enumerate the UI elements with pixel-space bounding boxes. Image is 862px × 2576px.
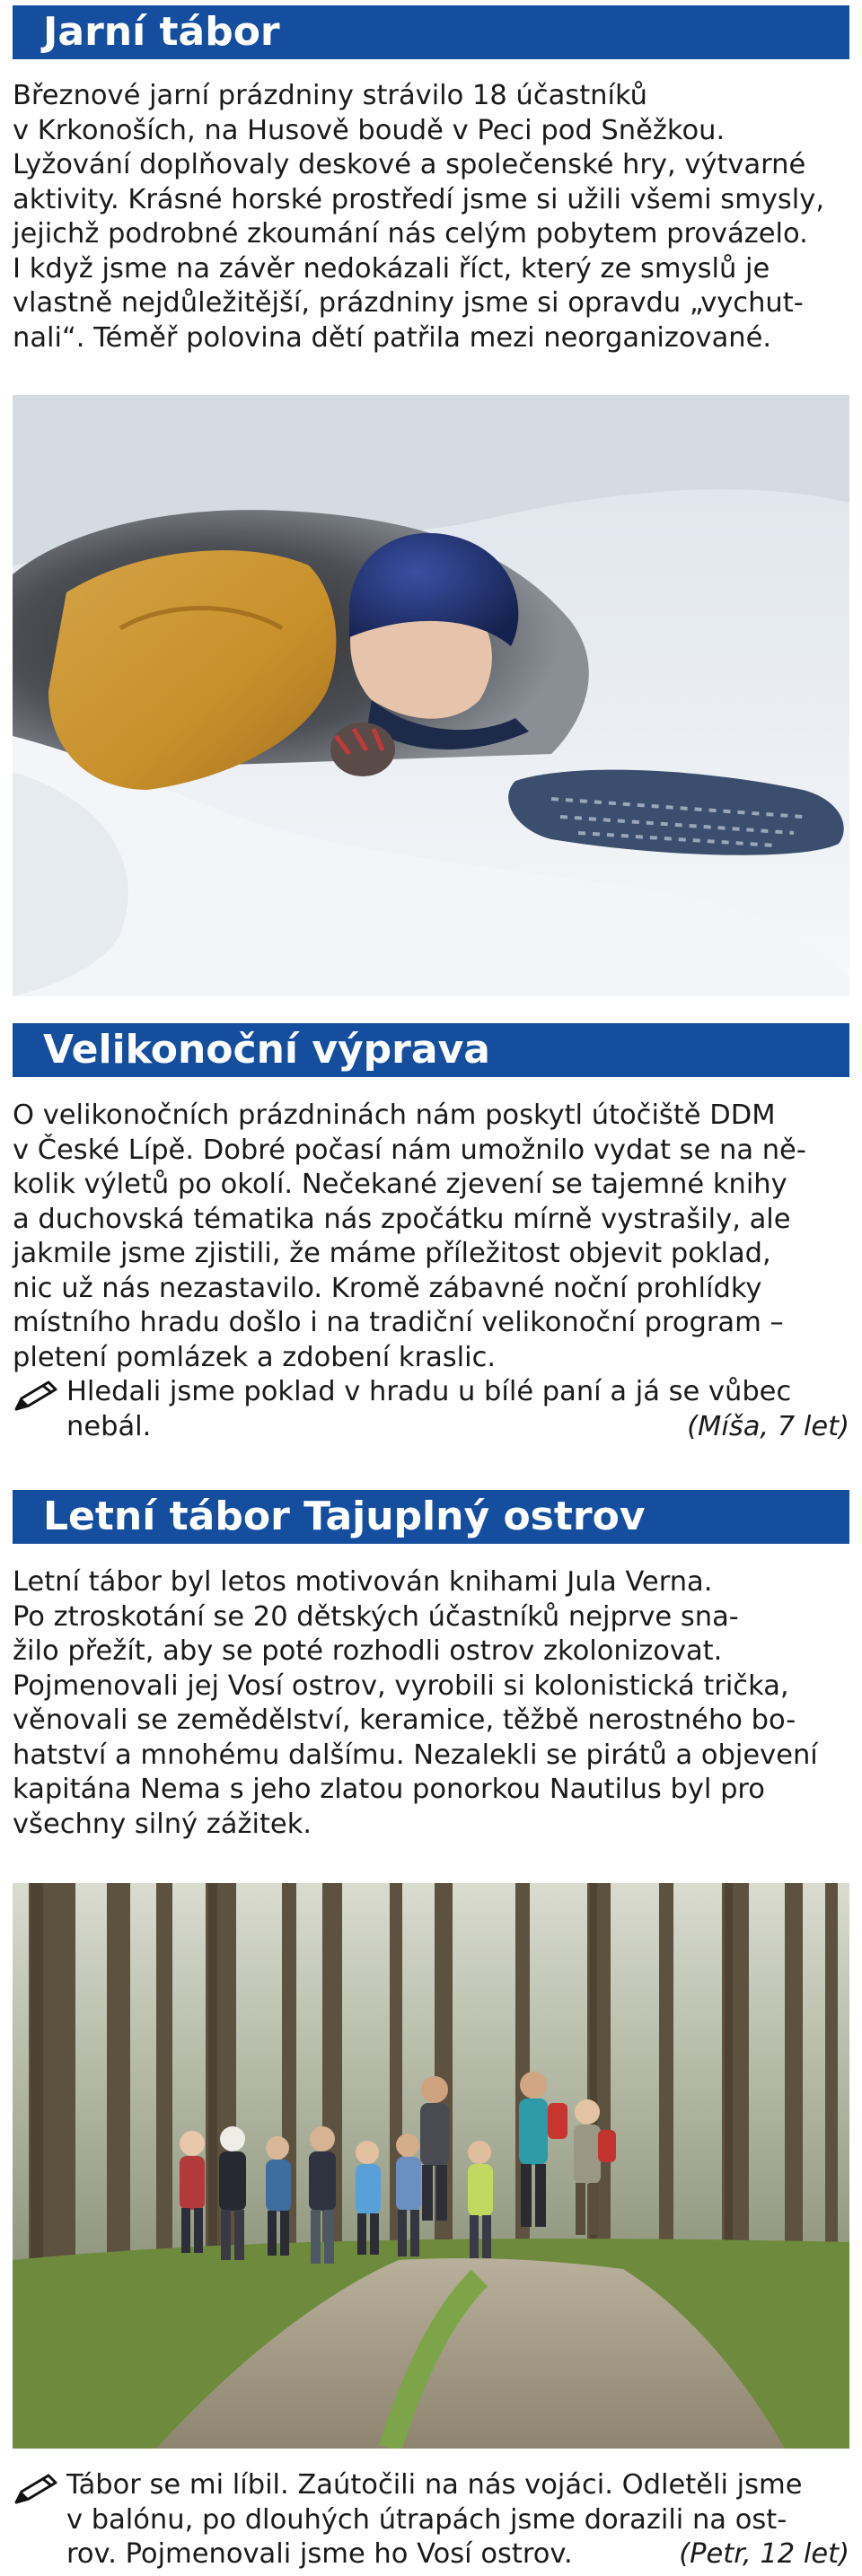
paragraph-line: jakmile jsme zjistili, že máme příležitost objevit poklad, (13, 1238, 771, 1269)
section-heading-summer (13, 1490, 849, 1544)
paragraph-line: kolik výletů po okolí. Nečekané zjevení se tajemné knihy (13, 1169, 787, 1200)
snow-cave-illustration (13, 395, 849, 996)
quote-line-with-signature (66, 1410, 849, 1445)
quote-line: v balónu, po dlouhých útrapách jsme dorazili na ost- (66, 2503, 787, 2536)
paragraph-line: v České Lípě. Dobré počasí nám umožnilo vydat se na ně- (13, 1134, 806, 1166)
photo-snow-cave (13, 395, 849, 996)
section-heading-spring (13, 5, 849, 59)
paragraph-line: a duchovská tématika nás zpočátku mírně vystrašily, ale (13, 1203, 791, 1235)
paragraph-easter (13, 1099, 849, 1375)
paragraph-line: Po ztroskotání se 20 dětských účastníků nejprve sna- (13, 1600, 739, 1633)
paragraph-line: Pojmenovali jej Vosí ostrov, vyrobili si kolonistická trička, (13, 1669, 789, 1702)
pencil-icon (13, 1379, 59, 1424)
quote-line: rov. Pojmenovali jsme ho Vosí ostrov. (66, 2538, 573, 2570)
paragraph-line: místního hradu došlo i na tradiční velikonoční program – (13, 1307, 784, 1338)
paragraph-line: O velikonočních prázdninách nám poskytl útočiště DDM (13, 1100, 776, 1131)
paragraph-line: v Krkonoších, na Husově boudě v Peci pod Sněžkou. (13, 114, 726, 146)
paragraph-line: všechny silný zážitek. (13, 1808, 312, 1840)
quote-line: nebál. (66, 1410, 152, 1442)
paragraph-summer (13, 1565, 849, 1842)
child-quote-summer (13, 2468, 849, 2576)
paragraph-spring (13, 79, 849, 355)
quote-line-with-signature (66, 2537, 849, 2572)
pencil-icon (13, 2472, 59, 2518)
paragraph-line: nic už nás nezastavilo. Kromě zábavné noční prohlídky (13, 1272, 762, 1304)
forest-group-illustration (13, 1883, 849, 2449)
paragraph-line: jejichž podrobné zkoumání nás celým pobytem provázelo. (13, 218, 808, 250)
section-title-spring: Jarní tábor (43, 9, 280, 55)
paragraph-line: věnovali se zemědělství, keramice, těžbě nerostného bo- (13, 1704, 796, 1736)
paragraph-line: žilo přežít, aby se poté rozhodli ostrov zkolonizovat. (13, 1635, 723, 1667)
paragraph-line: aktivity. Krásné horské prostředí jsme si užili všemi smysly, (13, 183, 825, 215)
quote-signature: (Míša, 7 let) (687, 1410, 849, 1442)
paragraph-line: hatství a mnohému dalšímu. Nezalekli se pirátů a objevení (13, 1739, 818, 1771)
quote-signature: (Petr, 12 let) (679, 2538, 849, 2570)
paragraph-line: Lyžování doplňovaly deskové a společenské hry, výtvarné (13, 149, 806, 180)
section-heading-easter (13, 1023, 849, 1077)
paragraph-line: Březnové jarní prázdniny strávilo 18 účastníků (13, 80, 648, 111)
paragraph-line: I když jsme na závěr nedokázali říct, který ze smyslů je (13, 252, 770, 285)
quote-text (66, 1375, 849, 1444)
section-title-summer: Letní tábor Tajuplný ostrov (43, 1494, 646, 1539)
paragraph-line: kapitána Nema s jeho zlatou ponorkou Nautilus byl pro (13, 1774, 765, 1805)
quote-line: Hledali jsme poklad v hradu u bílé paní a já se vůbec (66, 1376, 792, 1407)
quote-line: Tábor se mi líbil. Zaútočili na nás vojáci. Odletěli jsme (66, 2469, 803, 2501)
quote-text (66, 2468, 849, 2572)
child-quote-easter (13, 1375, 849, 1447)
paragraph-line: vlastně nejdůležitější, prázdniny jsme si opravdu „vychut- (13, 287, 804, 319)
section-title-easter: Velikonoční výprava (43, 1027, 490, 1073)
paragraph-line: Letní tábor byl letos motivován knihami Jula Verna. (13, 1566, 713, 1598)
paragraph-line: pletení pomlázek a zdobení kraslic. (13, 1341, 497, 1373)
paragraph-line: nali“. Téměř polovina dětí patřila mezi neorganizované. (13, 321, 772, 354)
photo-forest-group (13, 1883, 849, 2449)
